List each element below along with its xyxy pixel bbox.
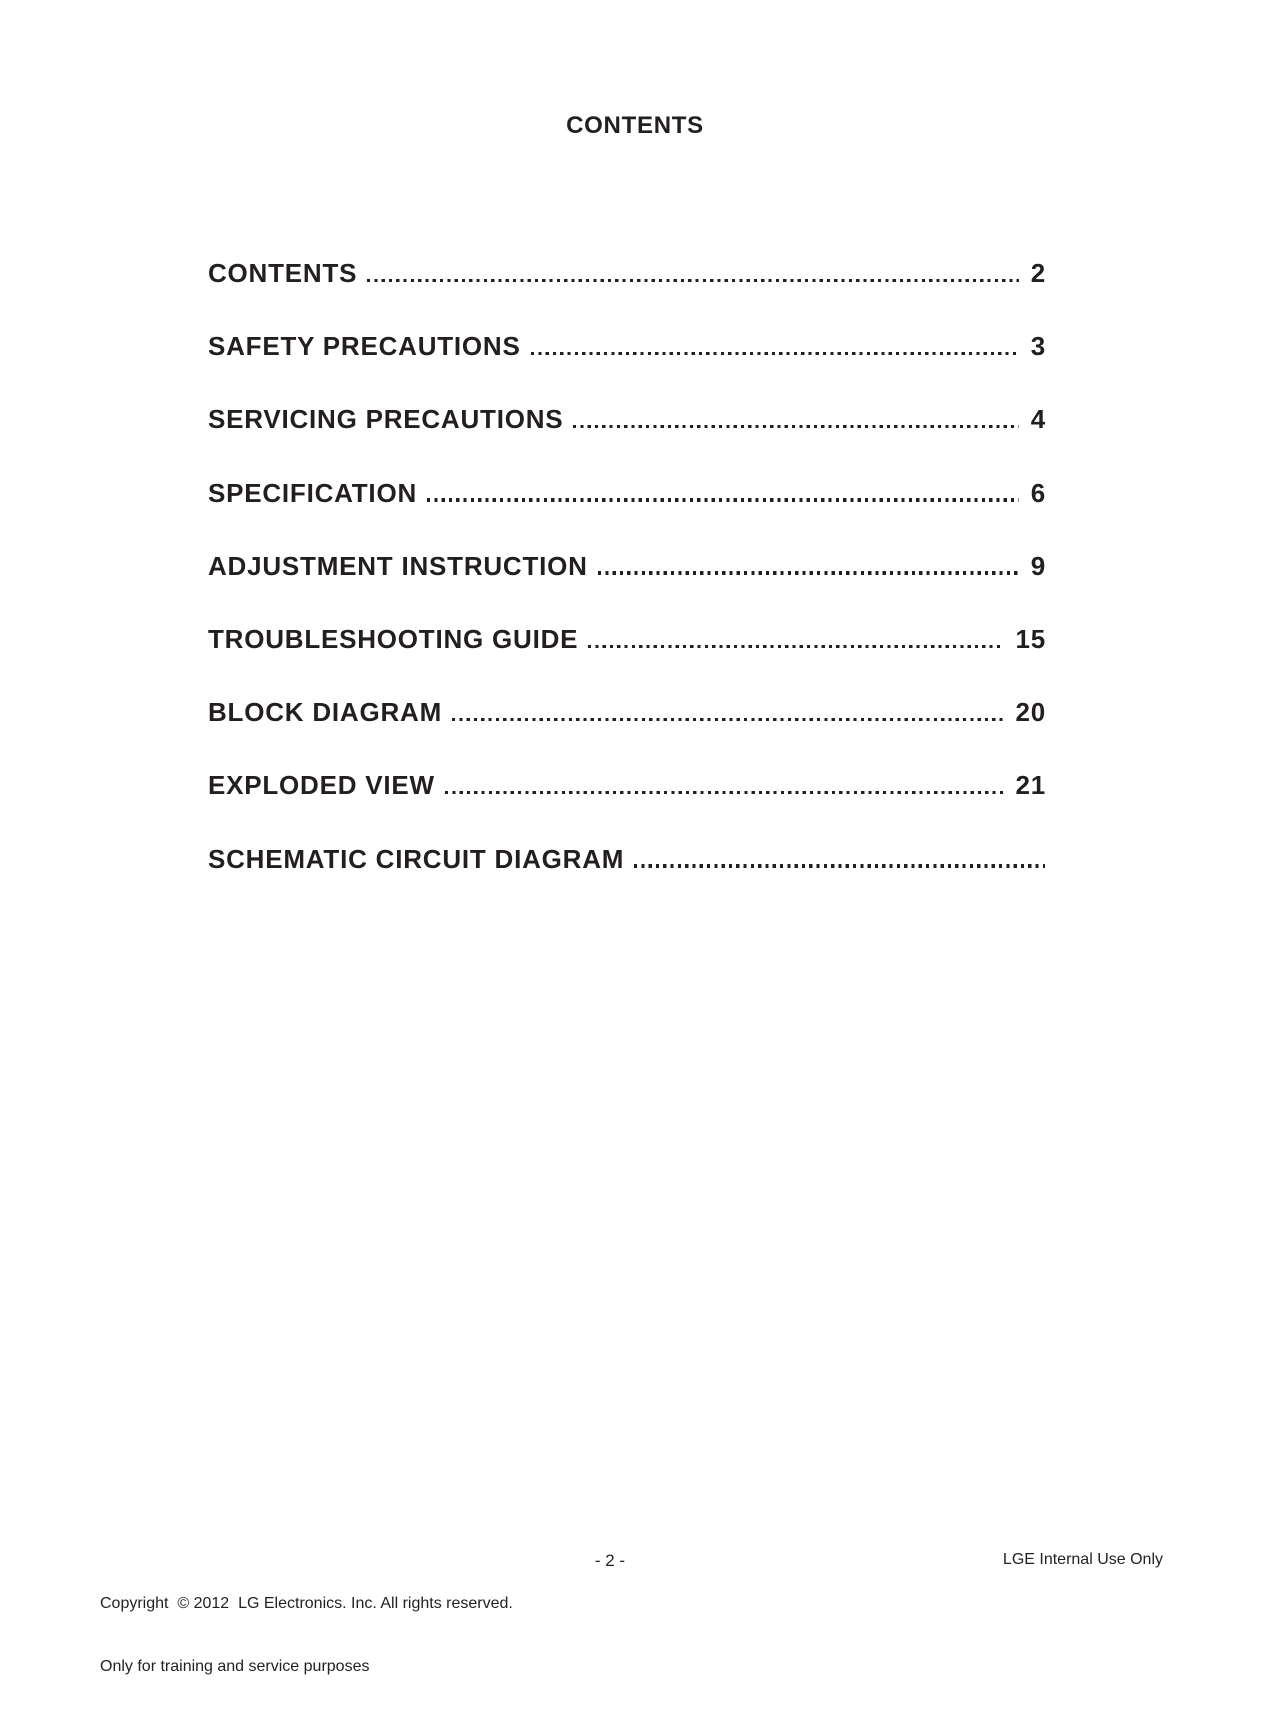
toc-entry (208, 623, 1046, 654)
toc-entry-page-number: 20 (1015, 697, 1046, 728)
dot-leader (427, 498, 1019, 501)
toc-entry-page-number: 6 (1030, 477, 1046, 508)
copyright-line1: Copyright © 2012 LG Electronics. Inc. All rights reserved. (100, 1595, 513, 1612)
toc-entry-label: BLOCK DIAGRAM (208, 697, 443, 728)
copyright-line2: Only for training and service purposes (100, 1658, 370, 1675)
internal-use-note: LGE Internal Use Only (1002, 1551, 1163, 1568)
dot-leader (573, 425, 1018, 428)
page-number: - 2 - (594, 1551, 626, 1570)
toc-entry-label: SCHEMATIC CIRCUIT DIAGRAM (208, 843, 625, 874)
toc-entry-label: CONTENTS (208, 258, 358, 288)
toc-entry-label: SAFETY PRECAUTIONS (208, 331, 521, 362)
toc-entry (208, 697, 1046, 728)
dot-leader (598, 571, 1019, 574)
toc-entry-page-number: 3 (1030, 331, 1046, 362)
dot-leader (445, 791, 1004, 794)
toc-entry (208, 843, 1046, 874)
toc-entry-page-number: 2 (1030, 258, 1046, 288)
toc-entry-label: EXPLODED VIEW (208, 770, 435, 801)
toc-entry-page-number: 9 (1030, 550, 1046, 581)
toc-entry (208, 770, 1046, 801)
toc-entry-page-number: 15 (1015, 623, 1046, 654)
toc-entry-label: SPECIFICATION (208, 477, 417, 508)
dot-leader (452, 718, 1004, 721)
toc-entry (208, 477, 1046, 508)
copyright-notice (100, 1551, 513, 1719)
toc-entry-label: TROUBLESHOOTING GUIDE (208, 623, 579, 654)
toc-entry (208, 331, 1046, 362)
toc-entry-page-number: 21 (1015, 770, 1046, 801)
dot-leader (634, 864, 1045, 867)
toc-entry-label: ADJUSTMENT INSTRUCTION (208, 550, 588, 581)
page-title: CONTENTS (566, 112, 704, 139)
dot-leader (367, 279, 1019, 282)
dot-leader (588, 645, 1003, 648)
toc-entry (208, 260, 1046, 286)
toc-entry-page-number: 4 (1030, 404, 1046, 435)
toc-entry (208, 550, 1046, 581)
toc-entry-label: SERVICING PRECAUTIONS (208, 404, 564, 435)
dot-leader (531, 352, 1019, 355)
table-of-contents (208, 260, 1046, 919)
toc-entry (208, 404, 1046, 435)
